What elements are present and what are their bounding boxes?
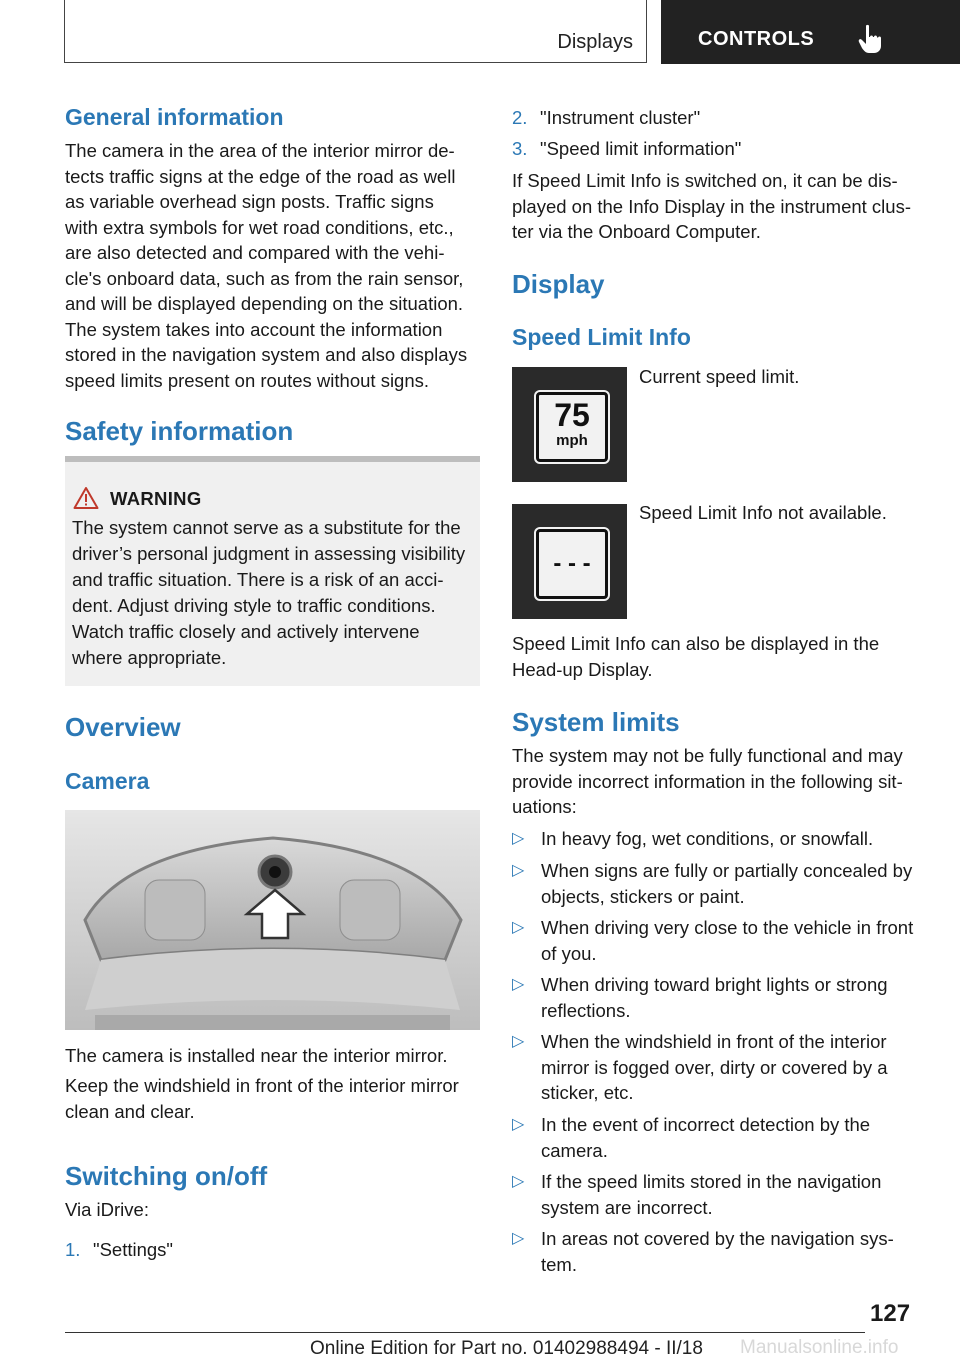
text-line: In areas not covered by the navigation sys‐ <box>541 1228 894 1249</box>
warning-box <box>65 456 480 686</box>
warning-triangle-icon <box>73 486 99 510</box>
overview-heading: Overview <box>65 712 181 742</box>
step-text: "Speed limit information" <box>540 138 742 159</box>
text-line: Speed Limit Info can also be displayed in the <box>512 633 880 654</box>
step-number: 1. <box>65 1239 81 1260</box>
camera-caption: The camera is installed near the interior mirror. <box>65 1045 448 1066</box>
text-line: Watch traffic closely and actively intervene <box>72 621 420 642</box>
text-line: tects traffic signs at the edge of the road as well <box>65 165 456 187</box>
text-line: Head-up Display. <box>512 658 653 680</box>
text-line: and traffic situation. There is a risk of an acci‐ <box>72 569 444 590</box>
speed-value: 75 <box>554 397 590 433</box>
text-line: The camera in the area of the interior mirror de‐ <box>65 140 455 161</box>
text-line: reflections. <box>541 999 631 1021</box>
text-line: The system takes into account the information <box>65 318 443 340</box>
text-line: clean and clear. <box>65 1100 195 1122</box>
text-line: are also detected and compared with the vehi‐ <box>65 242 445 263</box>
text-line: When the windshield in front of the interior <box>541 1031 887 1052</box>
triangle-bullet-icon: ▷ <box>512 1033 525 1050</box>
header-chapter-tab <box>661 0 960 64</box>
text-line: The system may not be fully functional and may <box>512 745 903 766</box>
pointing-hand-icon <box>857 24 883 54</box>
text-line: If the speed limits stored in the navigation <box>541 1171 882 1192</box>
text-line: In heavy fog, wet conditions, or snowfall. <box>541 828 874 849</box>
text-line: If Speed Limit Info is switched on, it can be dis‐ <box>512 170 898 191</box>
unavailable-sign-plate <box>536 529 608 599</box>
triangle-bullet-icon: ▷ <box>512 1230 525 1247</box>
page-header <box>64 0 960 64</box>
text-line: camera. <box>541 1139 608 1161</box>
system-limits-heading: System limits <box>512 707 680 737</box>
watermark: Manualsonline.info <box>740 1337 899 1358</box>
page-number: 127 <box>870 1300 911 1327</box>
warning-text <box>72 515 477 671</box>
text-line: ter via the Onboard Computer. <box>512 221 761 242</box>
step-number: 2. <box>512 107 528 128</box>
text-line: When driving very close to the vehicle in front <box>541 917 914 938</box>
triangle-bullet-icon: ▷ <box>512 830 525 847</box>
display-heading: Display <box>512 269 605 299</box>
text-line: with extra symbols for wet road conditions, etc., <box>65 216 454 238</box>
unavailable-symbol: - - - <box>553 550 591 577</box>
triangle-bullet-icon: ▷ <box>512 862 525 879</box>
sign-caption: Speed Limit Info not available. <box>639 502 887 523</box>
text-line: When driving toward bright lights or strong <box>541 974 888 995</box>
speed-sign-plate <box>536 392 608 462</box>
speed-unit: mph <box>556 432 588 449</box>
header-chapter-title: CONTROLS <box>698 28 815 50</box>
text-line: cle's onboard data, such as from the rain sensor, <box>65 267 464 289</box>
step-text: "Settings" <box>93 1239 173 1260</box>
safety-information-heading: Safety information <box>65 416 294 446</box>
text-line: and will be displayed depending on the situation. <box>65 293 464 314</box>
text-line: speed limits present on routes without signs. <box>65 369 430 391</box>
text-line: of you. <box>541 942 597 964</box>
speed-limit-info-heading: Speed Limit Info <box>512 324 691 350</box>
camera-location-image <box>65 810 480 1030</box>
speed-limit-sign-image <box>512 367 627 482</box>
switching-heading: Switching on/off <box>65 1161 268 1191</box>
text-line: uations: <box>512 796 577 817</box>
text-line: When signs are fully or partially concealed by <box>541 860 913 881</box>
camera-heading: Camera <box>65 768 150 794</box>
text-line: driver’s personal judgment in assessing visibility <box>72 543 466 564</box>
step-number: 3. <box>512 138 528 159</box>
text-line: tem. <box>541 1253 577 1275</box>
text-line: as variable overhead sign posts. Traffic signs <box>65 191 434 212</box>
triangle-bullet-icon: ▷ <box>512 919 525 936</box>
speed-limit-unavailable-image <box>512 504 627 619</box>
text-line: objects, stickers or paint. <box>541 885 745 907</box>
text-line: Keep the windshield in front of the interior mirror <box>65 1075 459 1096</box>
text-line: mirror is fogged over, dirty or covered by a <box>541 1056 888 1078</box>
text-line: where appropriate. <box>72 647 227 668</box>
footer-divider <box>65 1332 865 1333</box>
text-line: The system cannot serve as a substitute for the <box>72 517 461 538</box>
general-information-heading: General information <box>65 104 284 130</box>
text-line: dent. Adjust driving style to traffic conditions. <box>72 595 436 616</box>
footer-edition-text: Online Edition for Part no. 01402988494 - II/18 <box>310 1338 703 1359</box>
text-line: provide incorrect information in the following sit‐ <box>512 770 903 792</box>
text-line: sticker, etc. <box>541 1082 634 1103</box>
sign-caption: Current speed limit. <box>639 366 800 387</box>
text-line: In the event of incorrect detection by the <box>541 1114 871 1135</box>
text-line: system are incorrect. <box>541 1196 713 1218</box>
header-section-title: Displays <box>557 31 633 53</box>
warning-title: WARNING <box>110 488 202 509</box>
text-line: stored in the navigation system and also displays <box>65 344 468 365</box>
triangle-bullet-icon: ▷ <box>512 1116 525 1133</box>
via-idrive-text: Via iDrive: <box>65 1199 149 1220</box>
text-line: played on the Info Display in the instrument clus‐ <box>512 195 911 217</box>
triangle-bullet-icon: ▷ <box>512 1173 525 1190</box>
triangle-bullet-icon: ▷ <box>512 976 525 993</box>
step-text: "Instrument cluster" <box>540 107 701 128</box>
